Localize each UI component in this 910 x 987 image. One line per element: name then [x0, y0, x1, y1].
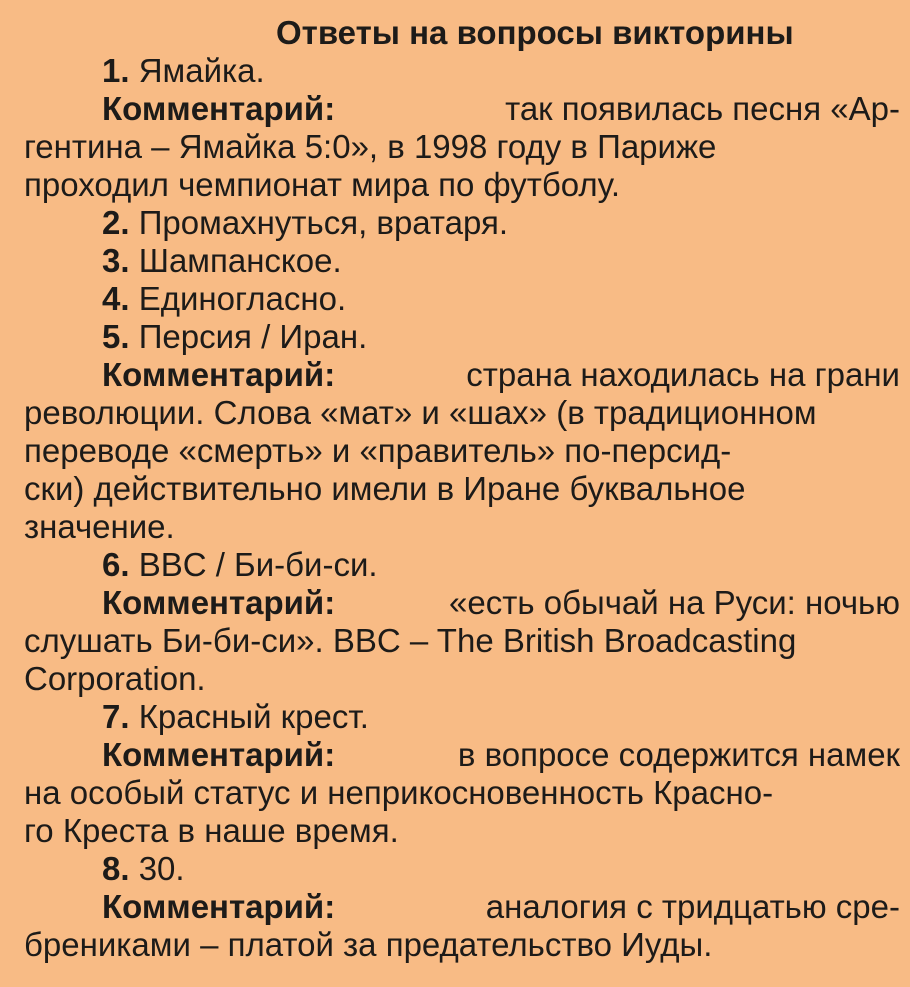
comment-1-line-3: проходил чемпионат мира по футболу. — [24, 166, 621, 203]
answer-number: 1. — [102, 52, 130, 89]
comment-7-line-1 — [24, 736, 900, 774]
comment-6-line-1 — [24, 584, 900, 622]
comment-1-line-1 — [24, 90, 900, 128]
answer-text: Персия / Иран. — [138, 318, 368, 355]
comment-text: в вопросе содержится намек — [457, 736, 900, 773]
comment-8-line-1 — [24, 888, 900, 926]
comment-text: аналогия с тридцатью сре- — [485, 888, 900, 925]
answer-number: 6. — [102, 546, 130, 583]
answer-7 — [24, 698, 900, 736]
answer-number: 4. — [102, 280, 130, 317]
answer-text: Единогласно. — [138, 280, 347, 317]
comment-5-line-5: значение. — [24, 508, 175, 545]
answer-number: 8. — [102, 850, 130, 887]
answer-text: Шампанское. — [138, 242, 342, 279]
comment-5-line-3: переводе «смерть» и «правитель» по-персид- — [24, 432, 732, 469]
comment-label: Комментарий: — [102, 584, 336, 621]
comment-text: «есть обычай на Руси: ночью — [449, 584, 900, 621]
answer-text: BBC / Би-би-си. — [138, 546, 378, 583]
answer-text: Промахнуться, вратаря. — [138, 204, 509, 241]
answer-5 — [24, 318, 900, 356]
comment-text: так появилась песня «Ар- — [505, 90, 900, 127]
answer-number: 3. — [102, 242, 130, 279]
comment-5-line-1 — [24, 356, 900, 394]
comment-label: Комментарий: — [102, 90, 336, 127]
comment-1-line-2: гентина – Ямайка 5:0», в 1998 году в Париже — [24, 128, 717, 165]
comment-7-line-2: на особый статус и неприкосновенность Красно- — [24, 774, 774, 811]
answer-6 — [24, 546, 900, 584]
answer-number: 5. — [102, 318, 130, 355]
comment-5-line-2: революции. Слова «мат» и «шах» (в традиционном — [24, 394, 817, 431]
answer-text: Ямайка. — [138, 52, 265, 89]
comment-8-line-2: брениками – платой за предательство Иуды. — [24, 926, 713, 963]
answer-number: 2. — [102, 204, 130, 241]
comment-text: страна находилась на грани — [466, 356, 900, 393]
answer-text: 30. — [138, 850, 185, 887]
answer-4 — [24, 280, 900, 318]
answer-text: Красный крест. — [138, 698, 369, 735]
comment-label: Комментарий: — [102, 356, 336, 393]
answer-3 — [24, 242, 900, 280]
answer-1 — [24, 52, 900, 90]
answer-number: 7. — [102, 698, 130, 735]
answer-2 — [24, 204, 900, 242]
answer-8 — [24, 850, 900, 888]
comment-5-line-4: ски) действительно имели в Иране буквальное — [24, 470, 746, 507]
article-title: Ответы на вопросы викторины — [276, 14, 794, 51]
comment-label: Комментарий: — [102, 736, 336, 773]
comment-label: Комментарий: — [102, 888, 336, 925]
comment-6-line-2: слушать Би-би-си». BBC – The British Broadcasting — [24, 622, 797, 659]
comment-7-line-3: го Креста в наше время. — [24, 812, 399, 849]
comment-6-line-3: Corporation. — [24, 660, 206, 697]
